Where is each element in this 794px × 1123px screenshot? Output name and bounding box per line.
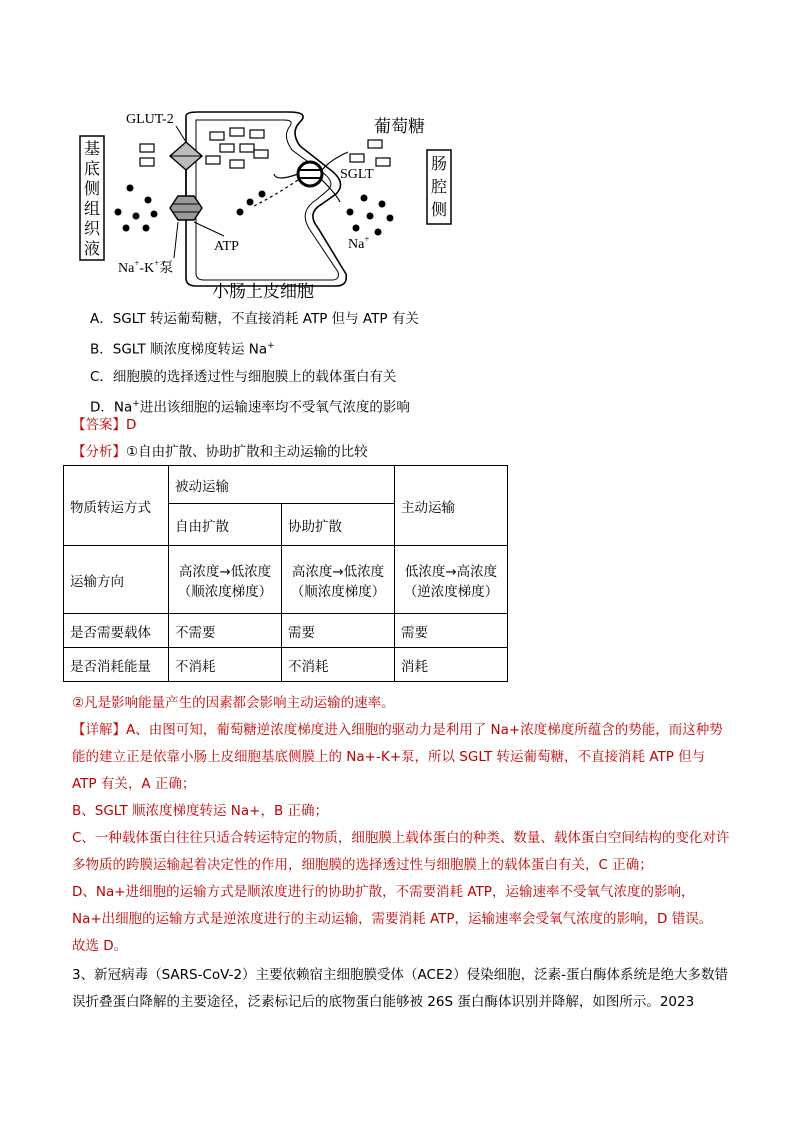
pump-label: Na+-K+泵 <box>118 258 174 276</box>
analysis-tag: 【分析】 <box>72 444 126 460</box>
table-header-mode: 物质转运方式 <box>64 466 169 546</box>
cell-direction-active: 低浓度→高浓度 （逆浓度梯度） <box>395 546 508 614</box>
answer-options <box>90 306 419 421</box>
transport-diagram <box>78 108 468 303</box>
right-box-char: 侧 <box>430 200 448 219</box>
glut2-label: GLUT-2 <box>126 112 174 127</box>
sodium-ions <box>115 185 394 236</box>
question-3 <box>72 962 734 1016</box>
cell-direction-facilitated: 高浓度→低浓度 （顺浓度梯度） <box>282 546 395 614</box>
left-box-char: 织 <box>83 219 101 238</box>
left-box-char: 底 <box>83 159 101 178</box>
cell-energy-facilitated: 不消耗 <box>282 648 395 682</box>
detail-c: C、一种载体蛋白往往只适合转运特定的物质，细胞膜上载体蛋白的种类、数量、载体蛋白空间结构的变化对许多物质的跨膜运输起着决定性的作用，细胞膜的选择透过性与细胞膜上的载体蛋白有关，C 正确； <box>72 830 730 873</box>
left-box-char: 侧 <box>83 179 101 198</box>
detail-end: 故选 D。 <box>72 938 128 954</box>
option-c: C．细胞膜的选择透过性与细胞膜上的载体蛋白有关 <box>90 368 397 385</box>
cell-carrier-free: 不需要 <box>169 614 282 648</box>
glut2-pointer <box>176 126 186 142</box>
row-direction-label: 运输方向 <box>64 546 169 614</box>
analysis-note: ②凡是影响能量产生的因素都会影响主动运输的速率。 <box>72 695 395 711</box>
analysis-line <box>72 439 732 466</box>
glucose-out-arrow <box>274 174 298 178</box>
diagram-svg <box>78 108 468 303</box>
table-header-active: 主动运输 <box>395 466 508 546</box>
option-a: A．SGLT 转运葡萄糖，不直接消耗 ATP 但与 ATP 有关 <box>90 311 419 327</box>
right-box-char: 腔 <box>430 177 448 196</box>
atp-label: ATP <box>214 239 239 254</box>
cell-carrier-active: 需要 <box>395 614 508 648</box>
detail-explanation <box>72 717 732 960</box>
analysis-text: ①自由扩散、协助扩散和主动运输的比较 <box>126 444 368 460</box>
glucose-label: 葡萄糖 <box>374 117 425 137</box>
table-header-free: 自由扩散 <box>169 504 282 546</box>
detail-d: D、Na+进细胞的运输方式是顺浓度进行的协助扩散，不需要消耗 ATP，运输速率不受氧气浓度的影响，Na+出细胞的运输方式是逆浓度进行的主动运输，需要消耗 ATP，运输速率会受氧气浓度的影响，D 错误。 <box>72 884 713 927</box>
cell-energy-free: 不消耗 <box>169 648 282 682</box>
na-label: Na+ <box>348 234 370 252</box>
answer-line <box>72 412 732 439</box>
left-box-char: 基 <box>83 139 101 158</box>
detail-a: 【详解】A、由图可知，葡萄糖逆浓度梯度进入细胞的驱动力是利用了 Na+浓度梯度所蕴含的势能，而这种势能的建立正是依靠小肠上皮细胞基底侧膜上的 Na+-K+泵，所以 SGLT 转运葡萄糖，不直接消耗 ATP 但与 ATP 有关，A 正确； <box>72 722 723 792</box>
question-3-text: 3、新冠病毒（SARS-CoV-2）主要依赖宿主细胞膜受体（ACE2）侵染细胞，泛素-蛋白酶体系统是绝大多数错误折叠蛋白降解的主要途径，泛素标记后的底物蛋白能够被 26S 蛋白酶体识别并降解，如图所示。2023 <box>72 967 728 1010</box>
option-b: B．SGLT 顺浓度梯度转运 Na+ <box>90 341 275 358</box>
row-energy-label: 是否消耗能量 <box>64 648 169 682</box>
option-d: D．Na+进出该细胞的运输速率均不受氧气浓度的影响 <box>90 398 410 415</box>
cell-carrier-facilitated: 需要 <box>282 614 395 648</box>
comparison-table <box>63 465 508 682</box>
pump-pointer <box>174 222 178 258</box>
left-box-char: 组 <box>83 199 101 218</box>
table-header-passive: 被动运输 <box>169 466 395 504</box>
cell-label: 小肠上皮细胞 <box>212 282 314 302</box>
right-box-char: 肠 <box>430 154 448 173</box>
cell-membrane-inner <box>196 120 338 280</box>
cell-energy-active: 消耗 <box>395 648 508 682</box>
answer-tag: 【答案】 <box>72 417 126 433</box>
sglt-transporter <box>298 162 322 186</box>
atp-arrow <box>194 222 224 236</box>
cell-direction-free: 高浓度→低浓度 （顺浓度梯度） <box>169 546 282 614</box>
table-header-facilitated: 协助扩散 <box>282 504 395 546</box>
na-k-pump <box>170 196 202 220</box>
left-box-char: 液 <box>83 239 101 258</box>
answer-value: D <box>126 417 137 433</box>
row-carrier-label: 是否需要载体 <box>64 614 169 648</box>
detail-b: B、SGLT 顺浓度梯度转运 Na+，B 正确； <box>72 803 329 819</box>
sglt-label: SGLT <box>340 167 374 182</box>
